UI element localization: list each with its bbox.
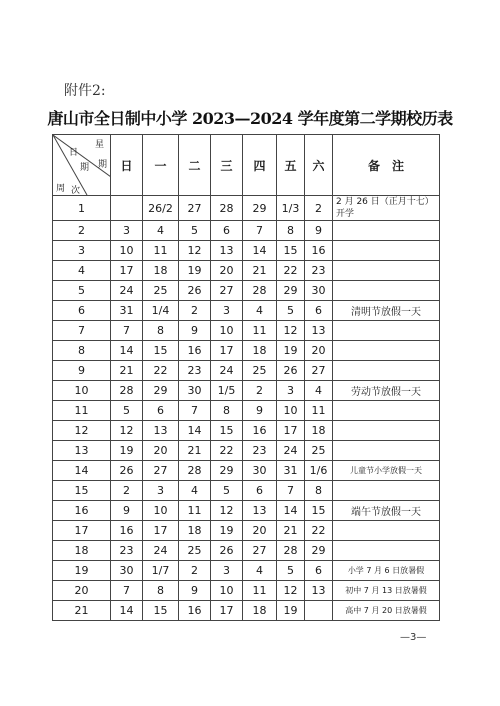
table-row <box>53 541 440 561</box>
day-cell: 21 <box>179 441 211 461</box>
corner-period: 期 <box>98 160 108 170</box>
week-number-cell: 10 <box>53 381 111 401</box>
week-number-cell: 4 <box>53 261 111 281</box>
day-cell: 24 <box>277 441 305 461</box>
table-row <box>53 341 440 361</box>
day-cell: 23 <box>111 541 143 561</box>
day-cell: 29 <box>143 381 179 401</box>
table-row <box>53 601 440 621</box>
table-row <box>53 441 440 461</box>
day-cell: 1/3 <box>277 196 305 221</box>
day-cell: 29 <box>305 541 333 561</box>
day-cell: 2 <box>111 481 143 501</box>
table-row <box>53 301 440 321</box>
day-cell: 31 <box>277 461 305 481</box>
note-cell: 清明节放假一天 <box>333 301 440 321</box>
day-cell: 16 <box>305 241 333 261</box>
table-row <box>53 196 440 221</box>
note-cell <box>333 341 440 361</box>
day-cell: 27 <box>243 541 277 561</box>
day-cell: 9 <box>179 581 211 601</box>
day-cell: 29 <box>277 281 305 301</box>
week-number-cell: 2 <box>53 221 111 241</box>
day-cell: 7 <box>111 581 143 601</box>
day-cell: 5 <box>277 561 305 581</box>
note-cell: 初中 7 月 13 日放暑假 <box>333 581 440 601</box>
day-cell: 21 <box>277 521 305 541</box>
attachment-label: 附件2: <box>64 83 106 99</box>
note-cell <box>333 481 440 501</box>
day-cell: 16 <box>243 421 277 441</box>
day-cell: 30 <box>243 461 277 481</box>
day-cell: 8 <box>305 481 333 501</box>
day-cell: 10 <box>211 321 243 341</box>
day-cell: 5 <box>211 481 243 501</box>
day-cell: 18 <box>143 261 179 281</box>
day-cell: 6 <box>211 221 243 241</box>
day-cell: 11 <box>143 241 179 261</box>
corner-qi: 期 <box>80 163 90 173</box>
day-cell: 25 <box>143 281 179 301</box>
day-cell: 26 <box>111 461 143 481</box>
day-cell: 5 <box>111 401 143 421</box>
day-cell: 19 <box>179 261 211 281</box>
day-cell: 4 <box>243 301 277 321</box>
day-cell: 23 <box>305 261 333 281</box>
day-cell: 27 <box>211 281 243 301</box>
day-cell: 4 <box>179 481 211 501</box>
note-cell <box>333 321 440 341</box>
day-cell: 8 <box>211 401 243 421</box>
corner-star: 星 <box>95 140 105 150</box>
day-cell: 7 <box>179 401 211 421</box>
day-cell: 28 <box>179 461 211 481</box>
day-cell: 19 <box>277 341 305 361</box>
table-row <box>53 241 440 261</box>
day-cell: 26 <box>179 281 211 301</box>
table-row <box>53 561 440 581</box>
day-cell: 18 <box>243 341 277 361</box>
week-number-cell: 18 <box>53 541 111 561</box>
day-cell: 5 <box>277 301 305 321</box>
day-cell: 4 <box>243 561 277 581</box>
week-number-cell: 17 <box>53 521 111 541</box>
note-cell: 高中 7 月 20 日放暑假 <box>333 601 440 621</box>
day-cell: 14 <box>111 341 143 361</box>
header-sat: 六 <box>305 135 333 196</box>
day-cell: 15 <box>143 601 179 621</box>
week-number-cell: 21 <box>53 601 111 621</box>
day-cell: 23 <box>179 361 211 381</box>
header-mon: 一 <box>143 135 179 196</box>
day-cell: 13 <box>305 581 333 601</box>
note-cell <box>333 521 440 541</box>
day-cell: 4 <box>143 221 179 241</box>
day-cell: 20 <box>211 261 243 281</box>
day-cell: 6 <box>143 401 179 421</box>
day-cell: 27 <box>305 361 333 381</box>
day-cell: 14 <box>243 241 277 261</box>
day-cell: 20 <box>143 441 179 461</box>
header-fri: 五 <box>277 135 305 196</box>
day-cell: 30 <box>305 281 333 301</box>
day-cell: 5 <box>179 221 211 241</box>
corner-ci: 次 <box>71 186 81 196</box>
day-cell: 10 <box>111 241 143 261</box>
day-cell: 25 <box>179 541 211 561</box>
header-tue: 二 <box>179 135 211 196</box>
week-number-cell: 13 <box>53 441 111 461</box>
day-cell: 7 <box>111 321 143 341</box>
day-cell: 30 <box>111 561 143 581</box>
calendar-body <box>53 196 440 621</box>
week-number-cell: 12 <box>53 421 111 441</box>
day-cell: 12 <box>277 581 305 601</box>
day-cell: 28 <box>211 196 243 221</box>
week-number-cell: 14 <box>53 461 111 481</box>
table-row <box>53 321 440 341</box>
day-cell: 29 <box>243 196 277 221</box>
note-cell <box>333 361 440 381</box>
note-cell <box>333 541 440 561</box>
day-cell: 22 <box>277 261 305 281</box>
week-number-cell: 1 <box>53 196 111 221</box>
week-number-cell: 9 <box>53 361 111 381</box>
day-cell: 19 <box>111 441 143 461</box>
day-cell: 15 <box>305 501 333 521</box>
day-cell: 31 <box>111 301 143 321</box>
table-row <box>53 521 440 541</box>
day-cell: 1/6 <box>305 461 333 481</box>
day-cell: 17 <box>111 261 143 281</box>
day-cell: 15 <box>211 421 243 441</box>
week-number-cell: 19 <box>53 561 111 581</box>
day-cell: 28 <box>111 381 143 401</box>
day-cell: 9 <box>243 401 277 421</box>
day-cell: 2 <box>305 196 333 221</box>
day-cell: 27 <box>143 461 179 481</box>
day-cell: 24 <box>211 361 243 381</box>
day-cell: 17 <box>211 601 243 621</box>
day-cell: 17 <box>277 421 305 441</box>
day-cell <box>305 601 333 621</box>
day-cell: 11 <box>243 321 277 341</box>
day-cell <box>111 196 143 221</box>
day-cell: 12 <box>211 501 243 521</box>
week-number-cell: 7 <box>53 321 111 341</box>
week-number-cell: 3 <box>53 241 111 261</box>
note-cell: 2 月 26 日（正月十七）开学 <box>333 196 440 221</box>
day-cell: 21 <box>111 361 143 381</box>
note-cell <box>333 421 440 441</box>
week-number-cell: 11 <box>53 401 111 421</box>
day-cell: 16 <box>111 521 143 541</box>
table-row <box>53 221 440 241</box>
day-cell: 12 <box>277 321 305 341</box>
day-cell: 21 <box>243 261 277 281</box>
day-cell: 15 <box>277 241 305 261</box>
day-cell: 13 <box>305 321 333 341</box>
day-cell: 10 <box>211 581 243 601</box>
day-cell: 3 <box>143 481 179 501</box>
day-cell: 20 <box>243 521 277 541</box>
table-row <box>53 461 440 481</box>
week-number-cell: 5 <box>53 281 111 301</box>
day-cell: 27 <box>179 196 211 221</box>
day-cell: 11 <box>243 581 277 601</box>
day-cell: 13 <box>143 421 179 441</box>
day-cell: 9 <box>179 321 211 341</box>
day-cell: 26 <box>277 361 305 381</box>
day-cell: 13 <box>243 501 277 521</box>
day-cell: 6 <box>305 301 333 321</box>
table-row <box>53 481 440 501</box>
table-row <box>53 421 440 441</box>
day-cell: 24 <box>143 541 179 561</box>
week-number-cell: 15 <box>53 481 111 501</box>
table-row <box>53 581 440 601</box>
week-number-cell: 16 <box>53 501 111 521</box>
day-cell: 25 <box>243 361 277 381</box>
day-cell: 2 <box>243 381 277 401</box>
day-cell: 14 <box>277 501 305 521</box>
corner-week: 周 <box>56 184 66 194</box>
note-cell <box>333 241 440 261</box>
day-cell: 20 <box>305 341 333 361</box>
day-cell: 18 <box>305 421 333 441</box>
day-cell: 8 <box>277 221 305 241</box>
table-row <box>53 501 440 521</box>
day-cell: 3 <box>111 221 143 241</box>
week-number-cell: 20 <box>53 581 111 601</box>
day-cell: 17 <box>211 341 243 361</box>
note-cell: 儿童节小学放假一天 <box>333 461 440 481</box>
week-number-cell: 8 <box>53 341 111 361</box>
table-row <box>53 261 440 281</box>
note-cell <box>333 401 440 421</box>
day-cell: 9 <box>111 501 143 521</box>
day-cell: 22 <box>143 361 179 381</box>
day-cell: 9 <box>305 221 333 241</box>
day-cell: 19 <box>277 601 305 621</box>
day-cell: 22 <box>305 521 333 541</box>
day-cell: 11 <box>179 501 211 521</box>
day-cell: 6 <box>305 561 333 581</box>
note-cell <box>333 281 440 301</box>
header-row <box>53 135 440 196</box>
day-cell: 14 <box>111 601 143 621</box>
table-row <box>53 361 440 381</box>
day-cell: 2 <box>179 301 211 321</box>
note-cell: 端午节放假一天 <box>333 501 440 521</box>
day-cell: 18 <box>179 521 211 541</box>
day-cell: 12 <box>111 421 143 441</box>
table-row <box>53 401 440 421</box>
day-cell: 1/7 <box>143 561 179 581</box>
table-row <box>53 281 440 301</box>
day-cell: 26/2 <box>143 196 179 221</box>
day-cell: 28 <box>277 541 305 561</box>
day-cell: 16 <box>179 341 211 361</box>
day-cell: 3 <box>277 381 305 401</box>
day-cell: 19 <box>211 521 243 541</box>
day-cell: 8 <box>143 581 179 601</box>
note-cell <box>333 221 440 241</box>
day-cell: 4 <box>305 381 333 401</box>
table-row <box>53 381 440 401</box>
day-cell: 3 <box>211 301 243 321</box>
corner-ri: 日 <box>69 148 79 158</box>
school-calendar-table <box>52 134 440 621</box>
page-number: —3— <box>400 632 427 643</box>
note-cell: 劳动节放假一天 <box>333 381 440 401</box>
corner-header-cell <box>53 135 111 196</box>
note-cell <box>333 441 440 461</box>
day-cell: 12 <box>179 241 211 261</box>
day-cell: 1/4 <box>143 301 179 321</box>
day-cell: 15 <box>143 341 179 361</box>
day-cell: 16 <box>179 601 211 621</box>
header-thu: 四 <box>243 135 277 196</box>
day-cell: 26 <box>211 541 243 561</box>
day-cell: 14 <box>179 421 211 441</box>
page-title: 唐山市全日制中小学 2023—2024 学年度第二学期校历表 <box>47 109 453 128</box>
day-cell: 28 <box>243 281 277 301</box>
day-cell: 23 <box>243 441 277 461</box>
header-wed: 三 <box>211 135 243 196</box>
day-cell: 25 <box>305 441 333 461</box>
day-cell: 29 <box>211 461 243 481</box>
day-cell: 13 <box>211 241 243 261</box>
day-cell: 22 <box>211 441 243 461</box>
day-cell: 30 <box>179 381 211 401</box>
day-cell: 7 <box>277 481 305 501</box>
day-cell: 11 <box>305 401 333 421</box>
note-cell: 小学 7 月 6 日放暑假 <box>333 561 440 581</box>
day-cell: 6 <box>243 481 277 501</box>
header-sun: 日 <box>111 135 143 196</box>
day-cell: 24 <box>111 281 143 301</box>
day-cell: 10 <box>277 401 305 421</box>
note-cell <box>333 261 440 281</box>
day-cell: 3 <box>211 561 243 581</box>
day-cell: 8 <box>143 321 179 341</box>
header-notes: 备 注 <box>333 135 440 196</box>
day-cell: 7 <box>243 221 277 241</box>
day-cell: 1/5 <box>211 381 243 401</box>
day-cell: 18 <box>243 601 277 621</box>
day-cell: 10 <box>143 501 179 521</box>
day-cell: 2 <box>179 561 211 581</box>
week-number-cell: 6 <box>53 301 111 321</box>
day-cell: 17 <box>143 521 179 541</box>
